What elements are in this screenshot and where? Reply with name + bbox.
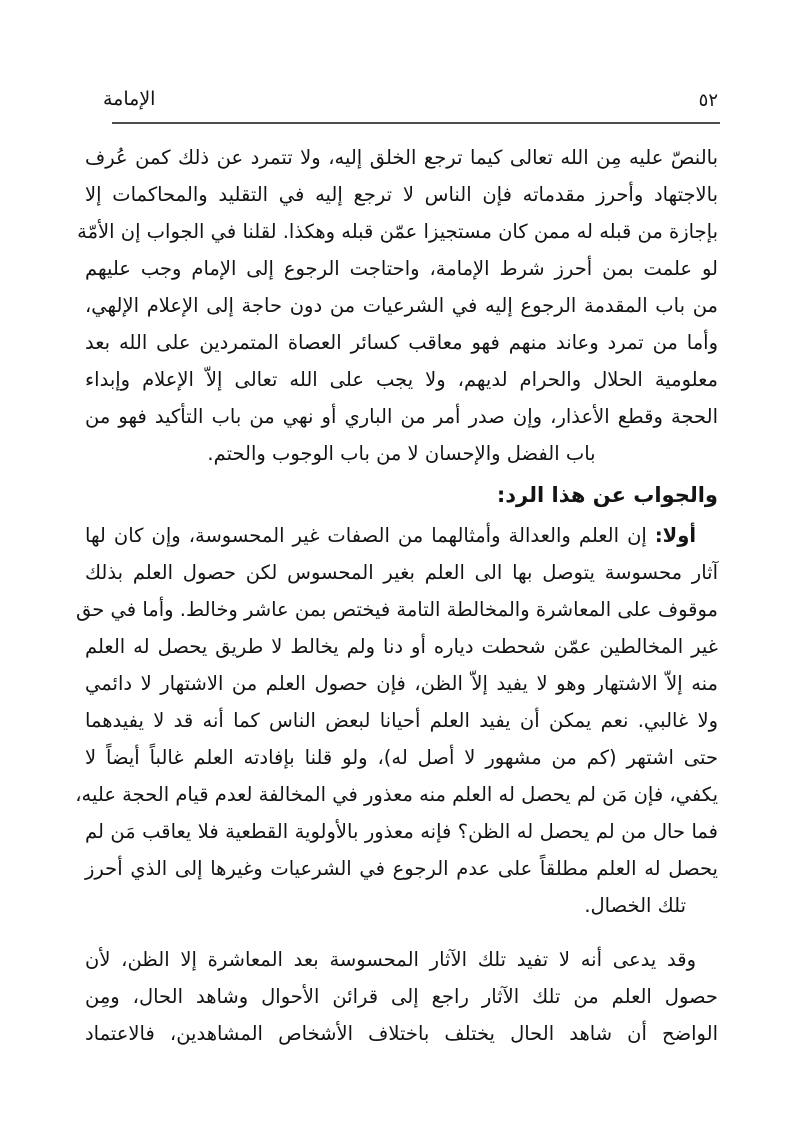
text-line: حتى اشتهر (كم من مشهور لا أصل له)، ولو قلنا بإفادته العلم غالباً أيضاً لا [85,746,718,769]
text-line: الواضح أن شاهد الحال يختلف باختلاف الأشخاص المشاهدين، فالاعتماد [85,1022,718,1045]
text-line: ولا غالبي. نعم يمكن أن يفيد العلم أحيانا لبعض الناس كما أنه قد لا يفيدهما [85,709,718,732]
text-line: حصول العلم من تلك الآثار راجع إلى قرائن الأحوال وشاهد الحال، ومِن [85,985,718,1008]
text-run: إن العلم والعدالة وأمثالهما من الصفات غير المحسوسة، وإن كان لها [85,524,655,547]
text-line: معلومية الحلال والحرام لديهم، ولا يجب على الله تعالى إلاّ الإعلام وإبداء [85,368,718,391]
section-heading: والجواب عن هذا الرد: [496,483,718,507]
text-line: يكفي، فإن مَن لم يحصل له العلم منه معذور في المخالفة لعدم قيام الحجة عليه، [75,783,718,806]
text-line: فما حال من لم يحصل له الظن؟ فإنه معذور بالأولوية القطعية فلا يعاقب مَن لم [85,820,718,843]
text-line [85,517,718,554]
paragraph-lead: أولا: [654,524,696,547]
text-line: غير المخالطين عمّن شحطت دياره أو دنا ولم يخالط لا طريق يحصل له العلم [85,635,718,658]
text-line: بإجازة من قبله له ممن كان مستجيزا عمّن قبله وهكذا. لقلنا في الجواب إن الأمّة [77,220,718,243]
paragraph-gap [85,924,718,941]
text-line: منه إلاّ الاشتهار وهو لا يفيد إلاّ الظن، فإن حصول العلم من الاشتهار لا دائمي [85,672,718,695]
text-line: بالاجتهاد وأحرز مقدماته فإن الناس لا ترجع إليه في التقليد والمحاكمات إلا [85,183,718,206]
text-line: باب الفضل والإحسان لا من باب الوجوب والحتم. [207,442,596,465]
body-text [75,139,718,1052]
text-line: من باب المقدمة الرجوع إليه في الشرعيات من دون حاجة إلى الإعلام الإلهي، [85,294,718,317]
header-rule [112,122,720,124]
text-line: تلك الخصال. [584,894,686,917]
book-title: الإمامة [103,88,156,110]
text-line: آثار محسوسة يتوصل بها الى العلم بغير المحسوس لكن حصول العلم بذلك [85,561,718,584]
page-number: ٥٢ [698,90,718,111]
text-line: الحجة وقطع الأعذار، وإن صدر أمر من الباري أو نهي من باب التأكيد فهو من [85,405,718,428]
text-line: موقوف على المعاشرة والمخالطة التامة فيختص بمن عاشر وخالط. وأما في حق [76,598,718,621]
text-line: وقد يدعى أنه لا تفيد تلك الآثار المحسوسة بعد المعاشرة إلا الظن، لأن [85,948,696,971]
text-line: وأما من تمرد وعاند منهم فهو معاقب كسائر العصاة المتمردين على الله بعد [85,331,718,354]
running-head [85,88,718,120]
text-line: يحصل له العلم مطلقاً على عدم الرجوع في الشرعيات وغيرها إلى الذي أحرز [85,857,718,880]
text-line: لو علمت بمن أحرز شرط الإمامة، واحتاجت الرجوع إلى الإمام وجب عليهم [85,257,718,280]
text-line: بالنصّ عليه مِن الله تعالى كيما ترجع الخلق إليه، ولا تتمرد عن ذلك كمن عُرف [85,146,718,169]
